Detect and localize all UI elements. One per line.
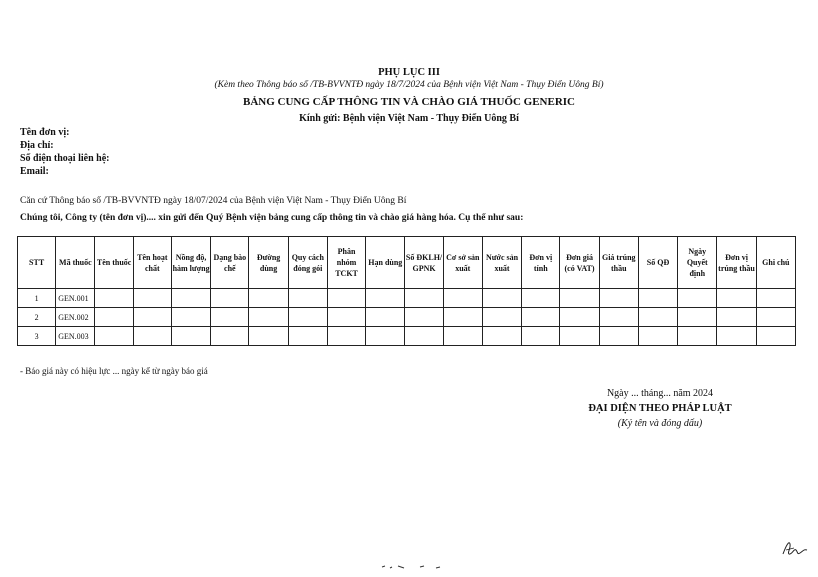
empty-cell bbox=[366, 289, 405, 308]
row-code-cell: GEN.001 bbox=[56, 289, 95, 308]
empty-cell bbox=[560, 308, 599, 327]
empty-cell bbox=[678, 327, 717, 346]
col-header: Đơn giá (có VAT) bbox=[560, 237, 599, 289]
empty-cell bbox=[249, 289, 288, 308]
empty-cell bbox=[133, 327, 171, 346]
greeting-line: Kính gửi: Bệnh viện Việt Nam - Thụy Điển Uông Bí bbox=[299, 113, 519, 124]
empty-cell bbox=[443, 327, 482, 346]
empty-cell bbox=[95, 308, 133, 327]
empty-cell bbox=[288, 327, 327, 346]
email-label: Email: bbox=[20, 166, 49, 177]
empty-cell bbox=[211, 308, 249, 327]
col-header: Tên thuốc bbox=[95, 237, 133, 289]
col-header: Tên hoạt chất bbox=[133, 237, 171, 289]
row-code-cell: GEN.003 bbox=[56, 327, 95, 346]
col-header: Hạn dùng bbox=[366, 237, 405, 289]
col-header: Cơ sở sản xuất bbox=[443, 237, 482, 289]
col-header: Dạng bào chế bbox=[211, 237, 249, 289]
empty-cell bbox=[756, 327, 795, 346]
empty-cell bbox=[599, 327, 638, 346]
col-header: Ngày Quyết định bbox=[678, 237, 717, 289]
col-header: Đường dùng bbox=[249, 237, 288, 289]
sign-instruction: (Ký tên và đóng dấu) bbox=[617, 418, 703, 429]
empty-cell bbox=[678, 308, 717, 327]
appendix-title: PHỤ LỤC III bbox=[378, 67, 440, 78]
address-label: Địa chỉ: bbox=[20, 140, 54, 151]
empty-cell bbox=[638, 327, 677, 346]
empty-cell bbox=[288, 289, 327, 308]
empty-cell bbox=[599, 308, 638, 327]
col-header: Ghi chú bbox=[756, 237, 795, 289]
empty-cell bbox=[756, 289, 795, 308]
empty-cell bbox=[522, 289, 560, 308]
empty-cell bbox=[678, 289, 717, 308]
row-stt-cell: 1 bbox=[18, 289, 56, 308]
table-row bbox=[18, 308, 796, 327]
col-header: Quy cách đóng gói bbox=[288, 237, 327, 289]
phone-label: Số điện thoại liên hệ: bbox=[20, 153, 110, 164]
empty-cell bbox=[171, 308, 210, 327]
empty-cell bbox=[405, 289, 443, 308]
empty-cell bbox=[366, 327, 405, 346]
empty-cell bbox=[249, 308, 288, 327]
initials-signature bbox=[780, 538, 810, 558]
empty-cell bbox=[211, 289, 249, 308]
col-header: Số ĐKLH/ GPNK bbox=[405, 237, 443, 289]
empty-cell bbox=[405, 327, 443, 346]
bottom-marks bbox=[380, 562, 460, 572]
col-header: Phân nhóm TCKT bbox=[327, 237, 365, 289]
empty-cell bbox=[327, 327, 365, 346]
price-quote-table bbox=[17, 236, 796, 346]
empty-cell bbox=[717, 308, 756, 327]
empty-cell bbox=[366, 308, 405, 327]
empty-cell bbox=[560, 327, 599, 346]
empty-cell bbox=[443, 308, 482, 327]
validity-note: - Báo giá này có hiệu lực ... ngày kể từ ngày báo giá bbox=[20, 366, 208, 376]
empty-cell bbox=[482, 327, 521, 346]
empty-cell bbox=[756, 308, 795, 327]
empty-cell bbox=[211, 327, 249, 346]
row-stt-cell: 3 bbox=[18, 327, 56, 346]
empty-cell bbox=[482, 308, 521, 327]
empty-cell bbox=[133, 308, 171, 327]
empty-cell bbox=[560, 289, 599, 308]
empty-cell bbox=[171, 327, 210, 346]
empty-cell bbox=[133, 289, 171, 308]
empty-cell bbox=[638, 308, 677, 327]
empty-cell bbox=[717, 327, 756, 346]
document-heading: BẢNG CUNG CẤP THÔNG TIN VÀ CHÀO GIÁ THUỐC GENERIC bbox=[243, 96, 575, 108]
row-code-cell: GEN.002 bbox=[56, 308, 95, 327]
empty-cell bbox=[327, 308, 365, 327]
legal-representative-label: ĐẠI DIỆN THEO PHÁP LUẬT bbox=[588, 403, 732, 414]
col-header: Đơn vị trúng thầu bbox=[717, 237, 756, 289]
empty-cell bbox=[249, 327, 288, 346]
col-header: STT bbox=[18, 237, 56, 289]
intro-paragraph: Chúng tôi, Công ty (tên đơn vị).... xin gửi đến Quý Bệnh viện bảng cung cấp thông tin và chào giá hàng hóa. Cụ thể như sau: bbox=[20, 213, 524, 223]
empty-cell bbox=[522, 308, 560, 327]
empty-cell bbox=[95, 289, 133, 308]
table-header-row bbox=[18, 237, 796, 289]
col-header: Giá trúng thầu bbox=[599, 237, 638, 289]
empty-cell bbox=[717, 289, 756, 308]
col-header: Mã thuốc bbox=[56, 237, 95, 289]
col-header: Đơn vị tính bbox=[522, 237, 560, 289]
date-line: Ngày ... tháng... năm 2024 bbox=[606, 388, 714, 399]
empty-cell bbox=[327, 289, 365, 308]
empty-cell bbox=[638, 289, 677, 308]
appendix-subtitle: (Kèm theo Thông báo số /TB-BVVNTĐ ngày 18/7/2024 của Bệnh viện Việt Nam - Thụy Điển Uông Bí) bbox=[214, 80, 604, 90]
empty-cell bbox=[95, 327, 133, 346]
basis-paragraph: Căn cứ Thông báo số /TB-BVVNTĐ ngày 18/07/2024 của Bệnh viện Việt Nam - Thụy Điển Uông Bí bbox=[20, 196, 407, 206]
empty-cell bbox=[171, 289, 210, 308]
row-stt-cell: 2 bbox=[18, 308, 56, 327]
table-row bbox=[18, 327, 796, 346]
empty-cell bbox=[522, 327, 560, 346]
empty-cell bbox=[443, 289, 482, 308]
empty-cell bbox=[482, 289, 521, 308]
unit-name-label: Tên đơn vị: bbox=[20, 127, 70, 138]
col-header: Số QĐ bbox=[638, 237, 677, 289]
col-header: Nồng độ, hàm lượng bbox=[171, 237, 210, 289]
empty-cell bbox=[405, 308, 443, 327]
col-header: Nước sản xuất bbox=[482, 237, 521, 289]
table-row bbox=[18, 289, 796, 308]
empty-cell bbox=[599, 289, 638, 308]
empty-cell bbox=[288, 308, 327, 327]
